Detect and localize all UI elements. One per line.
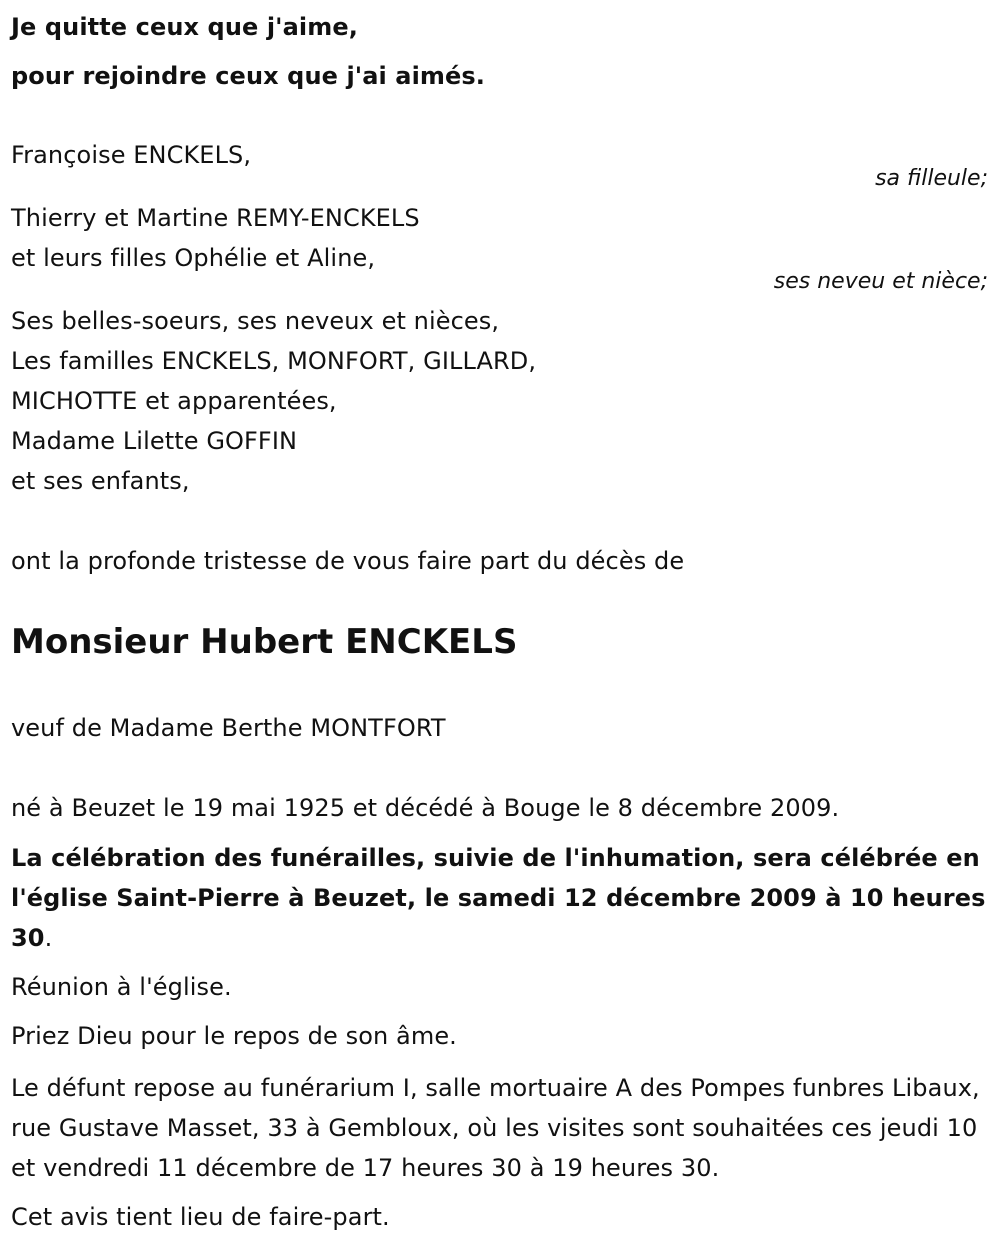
meeting-text: Réunion à l'église. bbox=[11, 973, 232, 1001]
prayer-text: Priez Dieu pour le repos de son âme. bbox=[11, 1022, 457, 1050]
closing-text: Cet avis tient lieu de faire-part. bbox=[11, 1203, 390, 1231]
family-other-line: Les familles ENCKELS, MONFORT, GILLARD, bbox=[11, 347, 537, 375]
visitation-paragraph: Le défunt repose au funérarium I, salle mortuaire A des Pompes funbres Libaux, rue Gustave Masset, 33 à Gembloux, où les visites sont souhaitées ces jeudi 10 et vendredi 11 décembre de 17 heures 30 à 19 heures 30. bbox=[11, 1074, 980, 1182]
family-francoise: Françoise ENCKELS, bbox=[11, 141, 252, 169]
announcement-text: ont la profonde tristesse de vous faire part du décès de bbox=[11, 547, 685, 575]
deceased-name: Monsieur Hubert ENCKELS bbox=[11, 622, 518, 662]
relation-neveu-niece: ses neveu et nièce; bbox=[773, 269, 988, 294]
epigraph-line-2: pour rejoindre ceux que j'ai aimés. bbox=[11, 62, 486, 90]
relation-filleule: sa filleule; bbox=[875, 166, 988, 191]
family-thierry-line-2: et leurs filles Ophélie et Aline, bbox=[11, 244, 376, 272]
family-other-line: et ses enfants, bbox=[11, 467, 190, 495]
family-other-line: Madame Lilette GOFFIN bbox=[11, 427, 298, 455]
family-thierry-line-1: Thierry et Martine REMY-ENCKELS bbox=[11, 204, 420, 232]
ceremony-paragraph bbox=[11, 838, 991, 958]
ceremony-end: . bbox=[44, 924, 53, 952]
family-other-line: Ses belles-soeurs, ses neveux et nièces, bbox=[11, 307, 500, 335]
epigraph-line-1: Je quitte ceux que j'aime, bbox=[11, 13, 358, 41]
birth-death-text: né à Beuzet le 19 mai 1925 et décédé à Bouge le 8 décembre 2009. bbox=[11, 794, 840, 822]
family-other-line: MICHOTTE et apparentées, bbox=[11, 387, 337, 415]
ceremony-text: La célébration des funérailles, suivie de l'inhumation, sera célébrée en l'église Saint-Pierre à Beuzet, le samedi 12 décembre 2009 à 10 heures 30 bbox=[11, 844, 986, 952]
widower-text: veuf de Madame Berthe MONTFORT bbox=[11, 714, 446, 742]
